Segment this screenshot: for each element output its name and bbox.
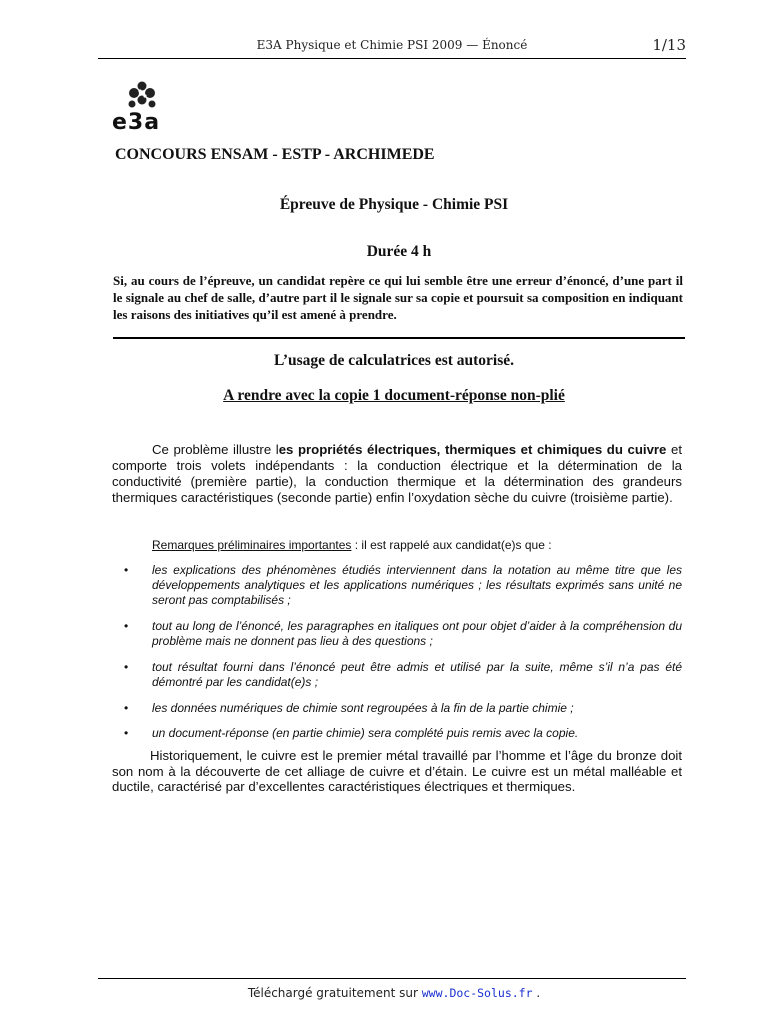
- answer-document-notice: A rendre avec la copie 1 document-réponse non-plié: [223, 387, 565, 404]
- history-paragraph: Historiquement, le cuivre est le premier métal travaillé par l’homme et l’âge du bronze doit son nom à la découverte de cet alliage de cuivre et d’étain. Le cuivre est un métal malléable et ductile, caractérisé par d’excellentes caractéristiques électriques et thermiques.: [112, 748, 682, 794]
- list-item: • un document-réponse (en partie chimie) sera complété puis remis avec la copie.: [112, 726, 682, 741]
- page-header: [98, 36, 686, 59]
- logo-text: e3a: [112, 110, 161, 135]
- list-item: • tout résultat fourni dans l’énoncé peut être admis et utilisé par la suite, même s’il n’a pas été démontré par les candidat(e)s ;: [112, 660, 682, 690]
- exam-title: Épreuve de Physique - Chimie PSI: [279, 196, 509, 213]
- error-notice: Si, au cours de l’épreuve, un candidat repère ce qui lui semble être une erreur d’énoncé, d’une part il le signale au chef de salle, d’autre part il le signale sur sa copie et poursuit sa composition en indiquant les raisons des initiatives qu’il est amené à prendre.: [113, 273, 683, 322]
- intro-paragraph: [112, 442, 682, 506]
- doc-solus-link[interactable]: www.Doc-Solus.fr: [421, 986, 533, 1000]
- intro-text-1: Ce problème illustre l: [152, 442, 279, 457]
- remarks-list: [112, 560, 682, 741]
- section-divider: [113, 337, 685, 339]
- remarks-suffix: : il est rappelé aux candidat(e)s que :: [351, 538, 552, 552]
- calculator-notice: L’usage de calculatrices est autorisé.: [273, 352, 515, 369]
- remarks-title: Remarques préliminaires importantes: [152, 538, 352, 552]
- exam-duration: Durée 4 h: [366, 243, 432, 260]
- list-item: • les données numériques de chimie sont regroupées à la fin de la partie chimie ;: [112, 701, 682, 716]
- footer-text: Téléchargé gratuitement sur: [247, 986, 422, 1000]
- page-footer: [0, 986, 768, 1000]
- list-item: • les explications des phénomènes étudiés interviennent dans la notation au même titre que les développements analytiques et les applications numériques ; les résultats exprimés sans unité ne seront pas comptabilisés ;: [112, 563, 682, 608]
- contest-title: CONCOURS ENSAM - ESTP - ARCHIMEDE: [115, 146, 435, 163]
- remarks-heading: [152, 538, 552, 552]
- intro-text-2: et comporte trois volets indépendants : la conduction électrique et la détermination de la conductivité (première partie), la conduction thermique et la détermination des grandeurs thermiques caractéristiques (seconde partie) enfin l’oxydation sèche du cuivre (troisième partie).: [112, 442, 682, 505]
- footer-end: .: [532, 986, 541, 1000]
- intro-bold-text: es propriétés électriques, thermiques et chimiques du cuivre: [278, 442, 667, 457]
- footer-divider: [98, 978, 686, 979]
- page-number: 1/13: [652, 36, 686, 54]
- list-item: • tout au long de l’énoncé, les paragraphes en italiques ont pour objet d’aider à la compréhension du problème mais ne donnent pas lieu à des questions ;: [112, 619, 682, 649]
- header-title: E3A Physique et Chimie PSI 2009 — Énoncé: [256, 38, 528, 52]
